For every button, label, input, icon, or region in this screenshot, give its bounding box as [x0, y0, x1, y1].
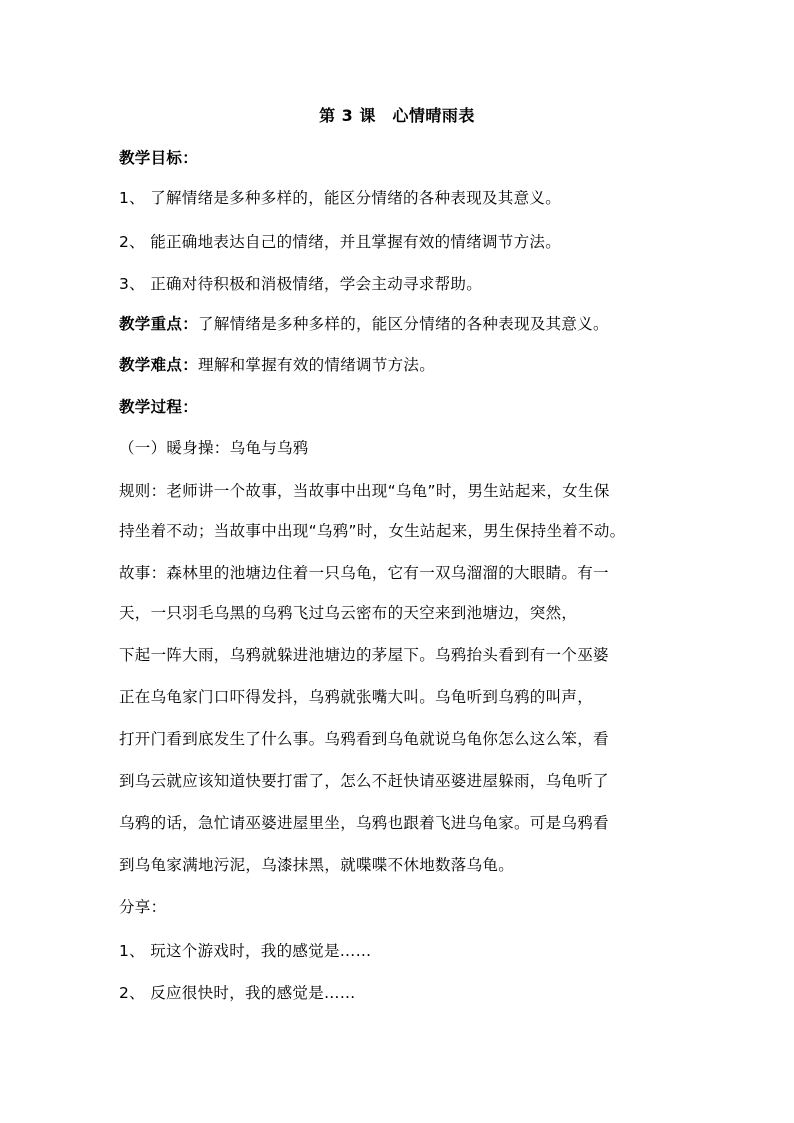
key-point-text: 了解情绪是多种多样的，能区分情绪的各种表现及其意义。 [198, 315, 609, 333]
story-line-4: 正在乌龟家门口吓得发抖，乌鸦就张嘴大叫。乌龟听到乌鸦的叫声， [119, 688, 594, 706]
difficult-point [119, 355, 679, 375]
story-line-2: 天，一只羽毛乌黑的乌鸦飞过乌云密布的天空来到池塘边，突然， [119, 604, 578, 622]
process-heading: 教学过程： [119, 398, 199, 416]
difficult-point-label: 教学难点： [119, 356, 199, 374]
lesson-title: 第 3 课 心情晴雨表 [319, 106, 475, 125]
objective-item-3: 3、 正确对待积极和消极情绪，学会主动寻求帮助。 [119, 275, 482, 293]
share-item-2: 2、 反应很快时，我的感觉是…… [119, 984, 356, 1002]
share-heading: 分享： [119, 898, 167, 916]
story-line-6: 到乌云就应该知道快要打雷了，怎么不赶快请巫婆进屋躲雨，乌龟听了 [119, 772, 609, 790]
key-point-label: 教学重点： [119, 315, 199, 333]
story-line-8: 到乌龟家满地污泥，乌漆抹黑，就喋喋不休地数落乌龟。 [119, 856, 515, 874]
rules-line-1: 规则：老师讲一个故事，当故事中出现“乌龟”时，男生站起来，女生保 [119, 482, 610, 500]
rules-line-2: 持坐着不动；当故事中出现“乌鸦”时，女生站起来，男生保持坐着不动。 [119, 522, 626, 540]
story-line-3: 下起一阵大雨，乌鸦就躲进池塘边的茅屋下。乌鸦抬头看到有一个巫婆 [119, 646, 609, 664]
objective-item-2: 2、 能正确地表达自己的情绪，并且掌握有效的情绪调节方法。 [119, 233, 561, 251]
difficult-point-text: 理解和掌握有效的情绪调节方法。 [198, 356, 436, 374]
objective-item-1: 1、 了解情绪是多种多样的，能区分情绪的各种表现及其意义。 [119, 189, 561, 207]
section-warmup: （一）暖身操：乌龟与乌鸦 [119, 439, 309, 457]
story-line-5: 打开门看到底发生了什么事。乌鸦看到乌龟就说乌龟你怎么这么笨，看 [119, 730, 609, 748]
key-point [119, 314, 679, 334]
story-line-1: 故事：森林里的池塘边住着一只乌龟，它有一双乌溜溜的大眼睛。有一 [119, 564, 609, 582]
share-item-1: 1、 玩这个游戏时，我的感觉是…… [119, 942, 372, 960]
story-line-7: 乌鸦的话，急忙请巫婆进屋里坐，乌鸦也跟着飞进乌龟家。可是乌鸦看 [119, 814, 609, 832]
objectives-heading: 教学目标： [119, 149, 199, 167]
